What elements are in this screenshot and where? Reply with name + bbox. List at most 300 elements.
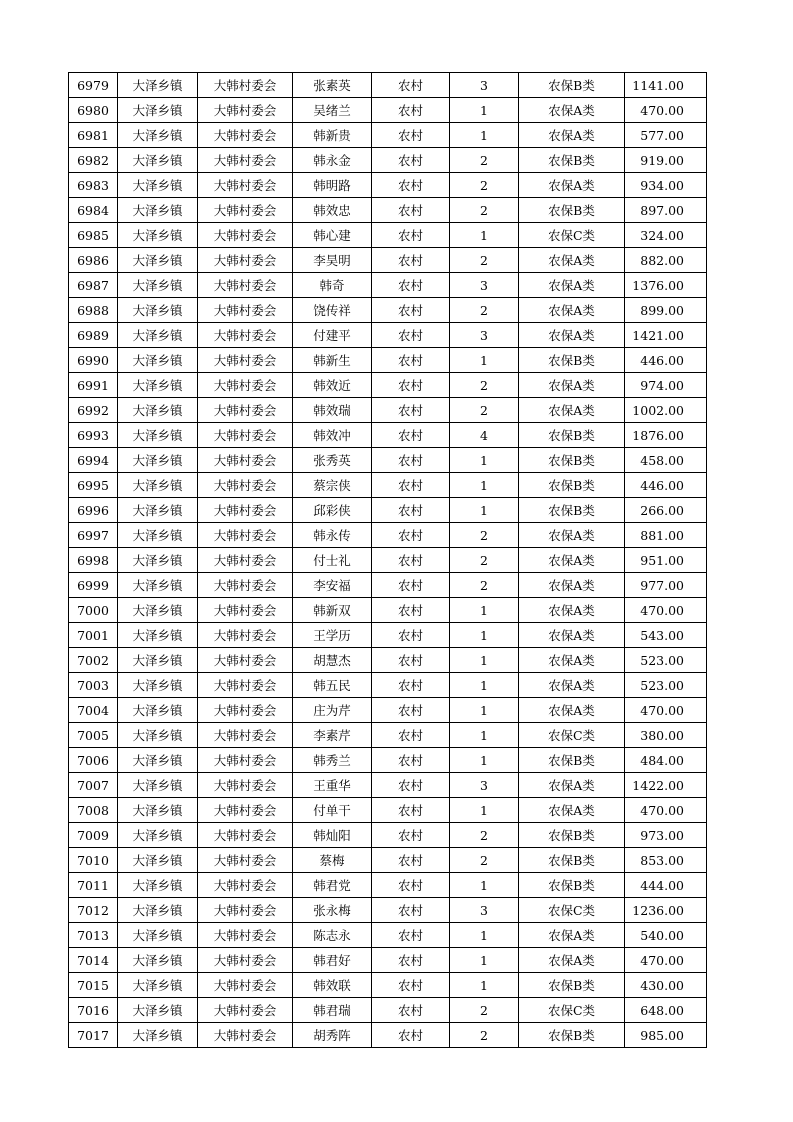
amount-cell: 897.00 (625, 198, 707, 223)
category-cell: 农保B类 (519, 848, 625, 873)
town-cell: 大泽乡镇 (118, 348, 198, 373)
table-row (69, 123, 707, 148)
table-row (69, 523, 707, 548)
town-cell: 大泽乡镇 (118, 873, 198, 898)
town-cell: 大泽乡镇 (118, 423, 198, 448)
area-type-cell: 农村 (372, 673, 450, 698)
area-type-cell: 农村 (372, 298, 450, 323)
name-cell: 王学历 (293, 623, 372, 648)
amount-cell: 446.00 (625, 348, 707, 373)
village-cell: 大韩村委会 (198, 698, 293, 723)
category-cell: 农保A类 (519, 273, 625, 298)
table-row (69, 348, 707, 373)
household-count-cell: 3 (450, 73, 519, 98)
household-count-cell: 3 (450, 773, 519, 798)
town-cell: 大泽乡镇 (118, 523, 198, 548)
table-row (69, 873, 707, 898)
name-cell: 胡慧杰 (293, 648, 372, 673)
village-cell: 大韩村委会 (198, 748, 293, 773)
table-row (69, 648, 707, 673)
table-row (69, 698, 707, 723)
table-row (69, 748, 707, 773)
category-cell: 农保B类 (519, 748, 625, 773)
row-id-cell: 7014 (69, 948, 118, 973)
village-cell: 大韩村委会 (198, 348, 293, 373)
area-type-cell: 农村 (372, 273, 450, 298)
table-row (69, 373, 707, 398)
category-cell: 农保A类 (519, 623, 625, 648)
household-count-cell: 2 (450, 298, 519, 323)
village-cell: 大韩村委会 (198, 1023, 293, 1048)
name-cell: 付士礼 (293, 548, 372, 573)
table-row (69, 223, 707, 248)
household-count-cell: 1 (450, 948, 519, 973)
area-type-cell: 农村 (372, 498, 450, 523)
amount-cell: 974.00 (625, 373, 707, 398)
town-cell: 大泽乡镇 (118, 948, 198, 973)
household-count-cell: 1 (450, 598, 519, 623)
row-id-cell: 7007 (69, 773, 118, 798)
village-cell: 大韩村委会 (198, 648, 293, 673)
town-cell: 大泽乡镇 (118, 998, 198, 1023)
category-cell: 农保B类 (519, 823, 625, 848)
village-cell: 大韩村委会 (198, 773, 293, 798)
category-cell: 农保B类 (519, 73, 625, 98)
name-cell: 韩心建 (293, 223, 372, 248)
area-type-cell: 农村 (372, 948, 450, 973)
data-table (68, 72, 707, 1048)
area-type-cell: 农村 (372, 523, 450, 548)
row-id-cell: 6980 (69, 98, 118, 123)
area-type-cell: 农村 (372, 848, 450, 873)
town-cell: 大泽乡镇 (118, 473, 198, 498)
household-count-cell: 1 (450, 123, 519, 148)
name-cell: 付单干 (293, 798, 372, 823)
household-count-cell: 2 (450, 523, 519, 548)
amount-cell: 324.00 (625, 223, 707, 248)
category-cell: 农保A类 (519, 673, 625, 698)
row-id-cell: 6996 (69, 498, 118, 523)
amount-cell: 266.00 (625, 498, 707, 523)
town-cell: 大泽乡镇 (118, 198, 198, 223)
village-cell: 大韩村委会 (198, 323, 293, 348)
row-id-cell: 7004 (69, 698, 118, 723)
table-row (69, 423, 707, 448)
row-id-cell: 7011 (69, 873, 118, 898)
area-type-cell: 农村 (372, 698, 450, 723)
name-cell: 韩新双 (293, 598, 372, 623)
table-body (69, 73, 707, 1048)
name-cell: 李昊明 (293, 248, 372, 273)
table-row (69, 673, 707, 698)
amount-cell: 977.00 (625, 573, 707, 598)
row-id-cell: 7015 (69, 973, 118, 998)
town-cell: 大泽乡镇 (118, 273, 198, 298)
row-id-cell: 7008 (69, 798, 118, 823)
village-cell: 大韩村委会 (198, 248, 293, 273)
row-id-cell: 7016 (69, 998, 118, 1023)
area-type-cell: 农村 (372, 223, 450, 248)
household-count-cell: 3 (450, 323, 519, 348)
category-cell: 农保B类 (519, 473, 625, 498)
village-cell: 大韩村委会 (198, 198, 293, 223)
row-id-cell: 6995 (69, 473, 118, 498)
village-cell: 大韩村委会 (198, 923, 293, 948)
amount-cell: 484.00 (625, 748, 707, 773)
household-count-cell: 1 (450, 973, 519, 998)
table-row (69, 173, 707, 198)
amount-cell: 577.00 (625, 123, 707, 148)
household-count-cell: 1 (450, 923, 519, 948)
amount-cell: 934.00 (625, 173, 707, 198)
table-row (69, 98, 707, 123)
name-cell: 韩君瑞 (293, 998, 372, 1023)
town-cell: 大泽乡镇 (118, 823, 198, 848)
village-cell: 大韩村委会 (198, 223, 293, 248)
area-type-cell: 农村 (372, 798, 450, 823)
household-count-cell: 4 (450, 423, 519, 448)
area-type-cell: 农村 (372, 323, 450, 348)
household-count-cell: 2 (450, 1023, 519, 1048)
category-cell: 农保A类 (519, 648, 625, 673)
name-cell: 韩秀兰 (293, 748, 372, 773)
name-cell: 韩君党 (293, 873, 372, 898)
name-cell: 韩明路 (293, 173, 372, 198)
name-cell: 韩五民 (293, 673, 372, 698)
name-cell: 李安福 (293, 573, 372, 598)
category-cell: 农保B类 (519, 973, 625, 998)
name-cell: 韩奇 (293, 273, 372, 298)
name-cell: 韩新生 (293, 348, 372, 373)
area-type-cell: 农村 (372, 248, 450, 273)
area-type-cell: 农村 (372, 973, 450, 998)
category-cell: 农保A类 (519, 398, 625, 423)
household-count-cell: 1 (450, 223, 519, 248)
town-cell: 大泽乡镇 (118, 248, 198, 273)
category-cell: 农保C类 (519, 898, 625, 923)
village-cell: 大韩村委会 (198, 548, 293, 573)
town-cell: 大泽乡镇 (118, 298, 198, 323)
town-cell: 大泽乡镇 (118, 648, 198, 673)
table-row (69, 1023, 707, 1048)
amount-cell: 853.00 (625, 848, 707, 873)
category-cell: 农保A类 (519, 298, 625, 323)
table-row (69, 798, 707, 823)
category-cell: 农保A类 (519, 98, 625, 123)
area-type-cell: 农村 (372, 723, 450, 748)
town-cell: 大泽乡镇 (118, 973, 198, 998)
area-type-cell: 农村 (372, 998, 450, 1023)
category-cell: 农保C类 (519, 223, 625, 248)
town-cell: 大泽乡镇 (118, 598, 198, 623)
area-type-cell: 农村 (372, 73, 450, 98)
row-id-cell: 6981 (69, 123, 118, 148)
category-cell: 农保A类 (519, 248, 625, 273)
category-cell: 农保A类 (519, 698, 625, 723)
household-count-cell: 1 (450, 723, 519, 748)
village-cell: 大韩村委会 (198, 573, 293, 598)
village-cell: 大韩村委会 (198, 598, 293, 623)
amount-cell: 470.00 (625, 98, 707, 123)
area-type-cell: 农村 (372, 123, 450, 148)
village-cell: 大韩村委会 (198, 173, 293, 198)
town-cell: 大泽乡镇 (118, 773, 198, 798)
village-cell: 大韩村委会 (198, 798, 293, 823)
village-cell: 大韩村委会 (198, 623, 293, 648)
name-cell: 蔡宗侠 (293, 473, 372, 498)
town-cell: 大泽乡镇 (118, 798, 198, 823)
village-cell: 大韩村委会 (198, 148, 293, 173)
name-cell: 王重华 (293, 773, 372, 798)
row-id-cell: 7002 (69, 648, 118, 673)
amount-cell: 543.00 (625, 623, 707, 648)
name-cell: 吴绪兰 (293, 98, 372, 123)
name-cell: 张秀英 (293, 448, 372, 473)
category-cell: 农保A类 (519, 798, 625, 823)
amount-cell: 1002.00 (625, 398, 707, 423)
area-type-cell: 农村 (372, 648, 450, 673)
household-count-cell: 2 (450, 398, 519, 423)
category-cell: 农保C类 (519, 723, 625, 748)
name-cell: 韩灿阳 (293, 823, 372, 848)
table-row (69, 948, 707, 973)
village-cell: 大韩村委会 (198, 823, 293, 848)
amount-cell: 446.00 (625, 473, 707, 498)
amount-cell: 973.00 (625, 823, 707, 848)
village-cell: 大韩村委会 (198, 398, 293, 423)
category-cell: 农保A类 (519, 173, 625, 198)
area-type-cell: 农村 (372, 398, 450, 423)
category-cell: 农保A类 (519, 598, 625, 623)
name-cell: 韩效瑞 (293, 398, 372, 423)
table-row (69, 548, 707, 573)
town-cell: 大泽乡镇 (118, 698, 198, 723)
town-cell: 大泽乡镇 (118, 923, 198, 948)
row-id-cell: 6983 (69, 173, 118, 198)
table-row (69, 398, 707, 423)
row-id-cell: 6988 (69, 298, 118, 323)
amount-cell: 470.00 (625, 698, 707, 723)
table-row (69, 248, 707, 273)
amount-cell: 919.00 (625, 148, 707, 173)
village-cell: 大韩村委会 (198, 298, 293, 323)
amount-cell: 1236.00 (625, 898, 707, 923)
category-cell: 农保B类 (519, 1023, 625, 1048)
amount-cell: 523.00 (625, 648, 707, 673)
table-row (69, 473, 707, 498)
household-count-cell: 2 (450, 823, 519, 848)
category-cell: 农保A类 (519, 948, 625, 973)
category-cell: 农保A类 (519, 323, 625, 348)
name-cell: 韩新贵 (293, 123, 372, 148)
amount-cell: 458.00 (625, 448, 707, 473)
household-count-cell: 1 (450, 698, 519, 723)
village-cell: 大韩村委会 (198, 948, 293, 973)
table-row (69, 498, 707, 523)
category-cell: 农保A类 (519, 573, 625, 598)
household-count-cell: 1 (450, 623, 519, 648)
town-cell: 大泽乡镇 (118, 123, 198, 148)
amount-cell: 1422.00 (625, 773, 707, 798)
name-cell: 张永梅 (293, 898, 372, 923)
row-id-cell: 6993 (69, 423, 118, 448)
area-type-cell: 农村 (372, 548, 450, 573)
table-row (69, 448, 707, 473)
town-cell: 大泽乡镇 (118, 398, 198, 423)
household-count-cell: 1 (450, 498, 519, 523)
amount-cell: 899.00 (625, 298, 707, 323)
household-count-cell: 3 (450, 273, 519, 298)
row-id-cell: 6984 (69, 198, 118, 223)
name-cell: 邱彩侠 (293, 498, 372, 523)
town-cell: 大泽乡镇 (118, 898, 198, 923)
category-cell: 农保C类 (519, 998, 625, 1023)
household-count-cell: 2 (450, 198, 519, 223)
village-cell: 大韩村委会 (198, 973, 293, 998)
table-row (69, 773, 707, 798)
amount-cell: 470.00 (625, 948, 707, 973)
table-row (69, 323, 707, 348)
household-count-cell: 1 (450, 473, 519, 498)
area-type-cell: 农村 (372, 98, 450, 123)
row-id-cell: 6998 (69, 548, 118, 573)
amount-cell: 648.00 (625, 998, 707, 1023)
household-count-cell: 1 (450, 98, 519, 123)
town-cell: 大泽乡镇 (118, 448, 198, 473)
area-type-cell: 农村 (372, 573, 450, 598)
row-id-cell: 7003 (69, 673, 118, 698)
household-count-cell: 1 (450, 873, 519, 898)
town-cell: 大泽乡镇 (118, 373, 198, 398)
village-cell: 大韩村委会 (198, 448, 293, 473)
amount-cell: 985.00 (625, 1023, 707, 1048)
category-cell: 农保B类 (519, 198, 625, 223)
household-count-cell: 2 (450, 148, 519, 173)
name-cell: 胡秀阵 (293, 1023, 372, 1048)
row-id-cell: 7010 (69, 848, 118, 873)
table-row (69, 998, 707, 1023)
name-cell: 韩效联 (293, 973, 372, 998)
town-cell: 大泽乡镇 (118, 98, 198, 123)
row-id-cell: 6987 (69, 273, 118, 298)
household-count-cell: 2 (450, 848, 519, 873)
row-id-cell: 6979 (69, 73, 118, 98)
category-cell: 农保A类 (519, 548, 625, 573)
name-cell: 韩永传 (293, 523, 372, 548)
row-id-cell: 7001 (69, 623, 118, 648)
town-cell: 大泽乡镇 (118, 498, 198, 523)
name-cell: 韩永金 (293, 148, 372, 173)
town-cell: 大泽乡镇 (118, 573, 198, 598)
category-cell: 农保B类 (519, 148, 625, 173)
table-row (69, 823, 707, 848)
category-cell: 农保A类 (519, 373, 625, 398)
amount-cell: 470.00 (625, 598, 707, 623)
name-cell: 韩效忠 (293, 198, 372, 223)
village-cell: 大韩村委会 (198, 423, 293, 448)
amount-cell: 1376.00 (625, 273, 707, 298)
name-cell: 庄为芹 (293, 698, 372, 723)
household-count-cell: 1 (450, 348, 519, 373)
amount-cell: 1876.00 (625, 423, 707, 448)
amount-cell: 430.00 (625, 973, 707, 998)
table-row (69, 298, 707, 323)
town-cell: 大泽乡镇 (118, 73, 198, 98)
area-type-cell: 农村 (372, 598, 450, 623)
area-type-cell: 农村 (372, 173, 450, 198)
town-cell: 大泽乡镇 (118, 548, 198, 573)
table-row (69, 623, 707, 648)
row-id-cell: 7005 (69, 723, 118, 748)
row-id-cell: 7017 (69, 1023, 118, 1048)
table-row (69, 148, 707, 173)
name-cell: 陈志永 (293, 923, 372, 948)
area-type-cell: 农村 (372, 1023, 450, 1048)
village-cell: 大韩村委会 (198, 723, 293, 748)
household-count-cell: 1 (450, 748, 519, 773)
village-cell: 大韩村委会 (198, 673, 293, 698)
household-count-cell: 1 (450, 673, 519, 698)
table-row (69, 198, 707, 223)
category-cell: 农保A类 (519, 923, 625, 948)
village-cell: 大韩村委会 (198, 373, 293, 398)
name-cell: 韩君好 (293, 948, 372, 973)
row-id-cell: 6989 (69, 323, 118, 348)
row-id-cell: 7013 (69, 923, 118, 948)
household-count-cell: 2 (450, 248, 519, 273)
category-cell: 农保A类 (519, 773, 625, 798)
row-id-cell: 6990 (69, 348, 118, 373)
household-count-cell: 2 (450, 373, 519, 398)
town-cell: 大泽乡镇 (118, 723, 198, 748)
household-count-cell: 1 (450, 798, 519, 823)
table-row (69, 598, 707, 623)
area-type-cell: 农村 (372, 148, 450, 173)
area-type-cell: 农村 (372, 373, 450, 398)
area-type-cell: 农村 (372, 748, 450, 773)
category-cell: 农保A类 (519, 523, 625, 548)
category-cell: 农保B类 (519, 448, 625, 473)
village-cell: 大韩村委会 (198, 898, 293, 923)
area-type-cell: 农村 (372, 198, 450, 223)
area-type-cell: 农村 (372, 623, 450, 648)
area-type-cell: 农村 (372, 423, 450, 448)
area-type-cell: 农村 (372, 473, 450, 498)
town-cell: 大泽乡镇 (118, 173, 198, 198)
name-cell: 蔡梅 (293, 848, 372, 873)
name-cell: 韩效冲 (293, 423, 372, 448)
table-row (69, 573, 707, 598)
category-cell: 农保B类 (519, 348, 625, 373)
village-cell: 大韩村委会 (198, 498, 293, 523)
village-cell: 大韩村委会 (198, 123, 293, 148)
village-cell: 大韩村委会 (198, 473, 293, 498)
table-row (69, 723, 707, 748)
household-count-cell: 3 (450, 898, 519, 923)
household-count-cell: 2 (450, 998, 519, 1023)
row-id-cell: 6982 (69, 148, 118, 173)
table-row (69, 898, 707, 923)
town-cell: 大泽乡镇 (118, 223, 198, 248)
row-id-cell: 6985 (69, 223, 118, 248)
area-type-cell: 农村 (372, 448, 450, 473)
village-cell: 大韩村委会 (198, 273, 293, 298)
amount-cell: 882.00 (625, 248, 707, 273)
village-cell: 大韩村委会 (198, 523, 293, 548)
area-type-cell: 农村 (372, 873, 450, 898)
area-type-cell: 农村 (372, 823, 450, 848)
area-type-cell: 农村 (372, 348, 450, 373)
